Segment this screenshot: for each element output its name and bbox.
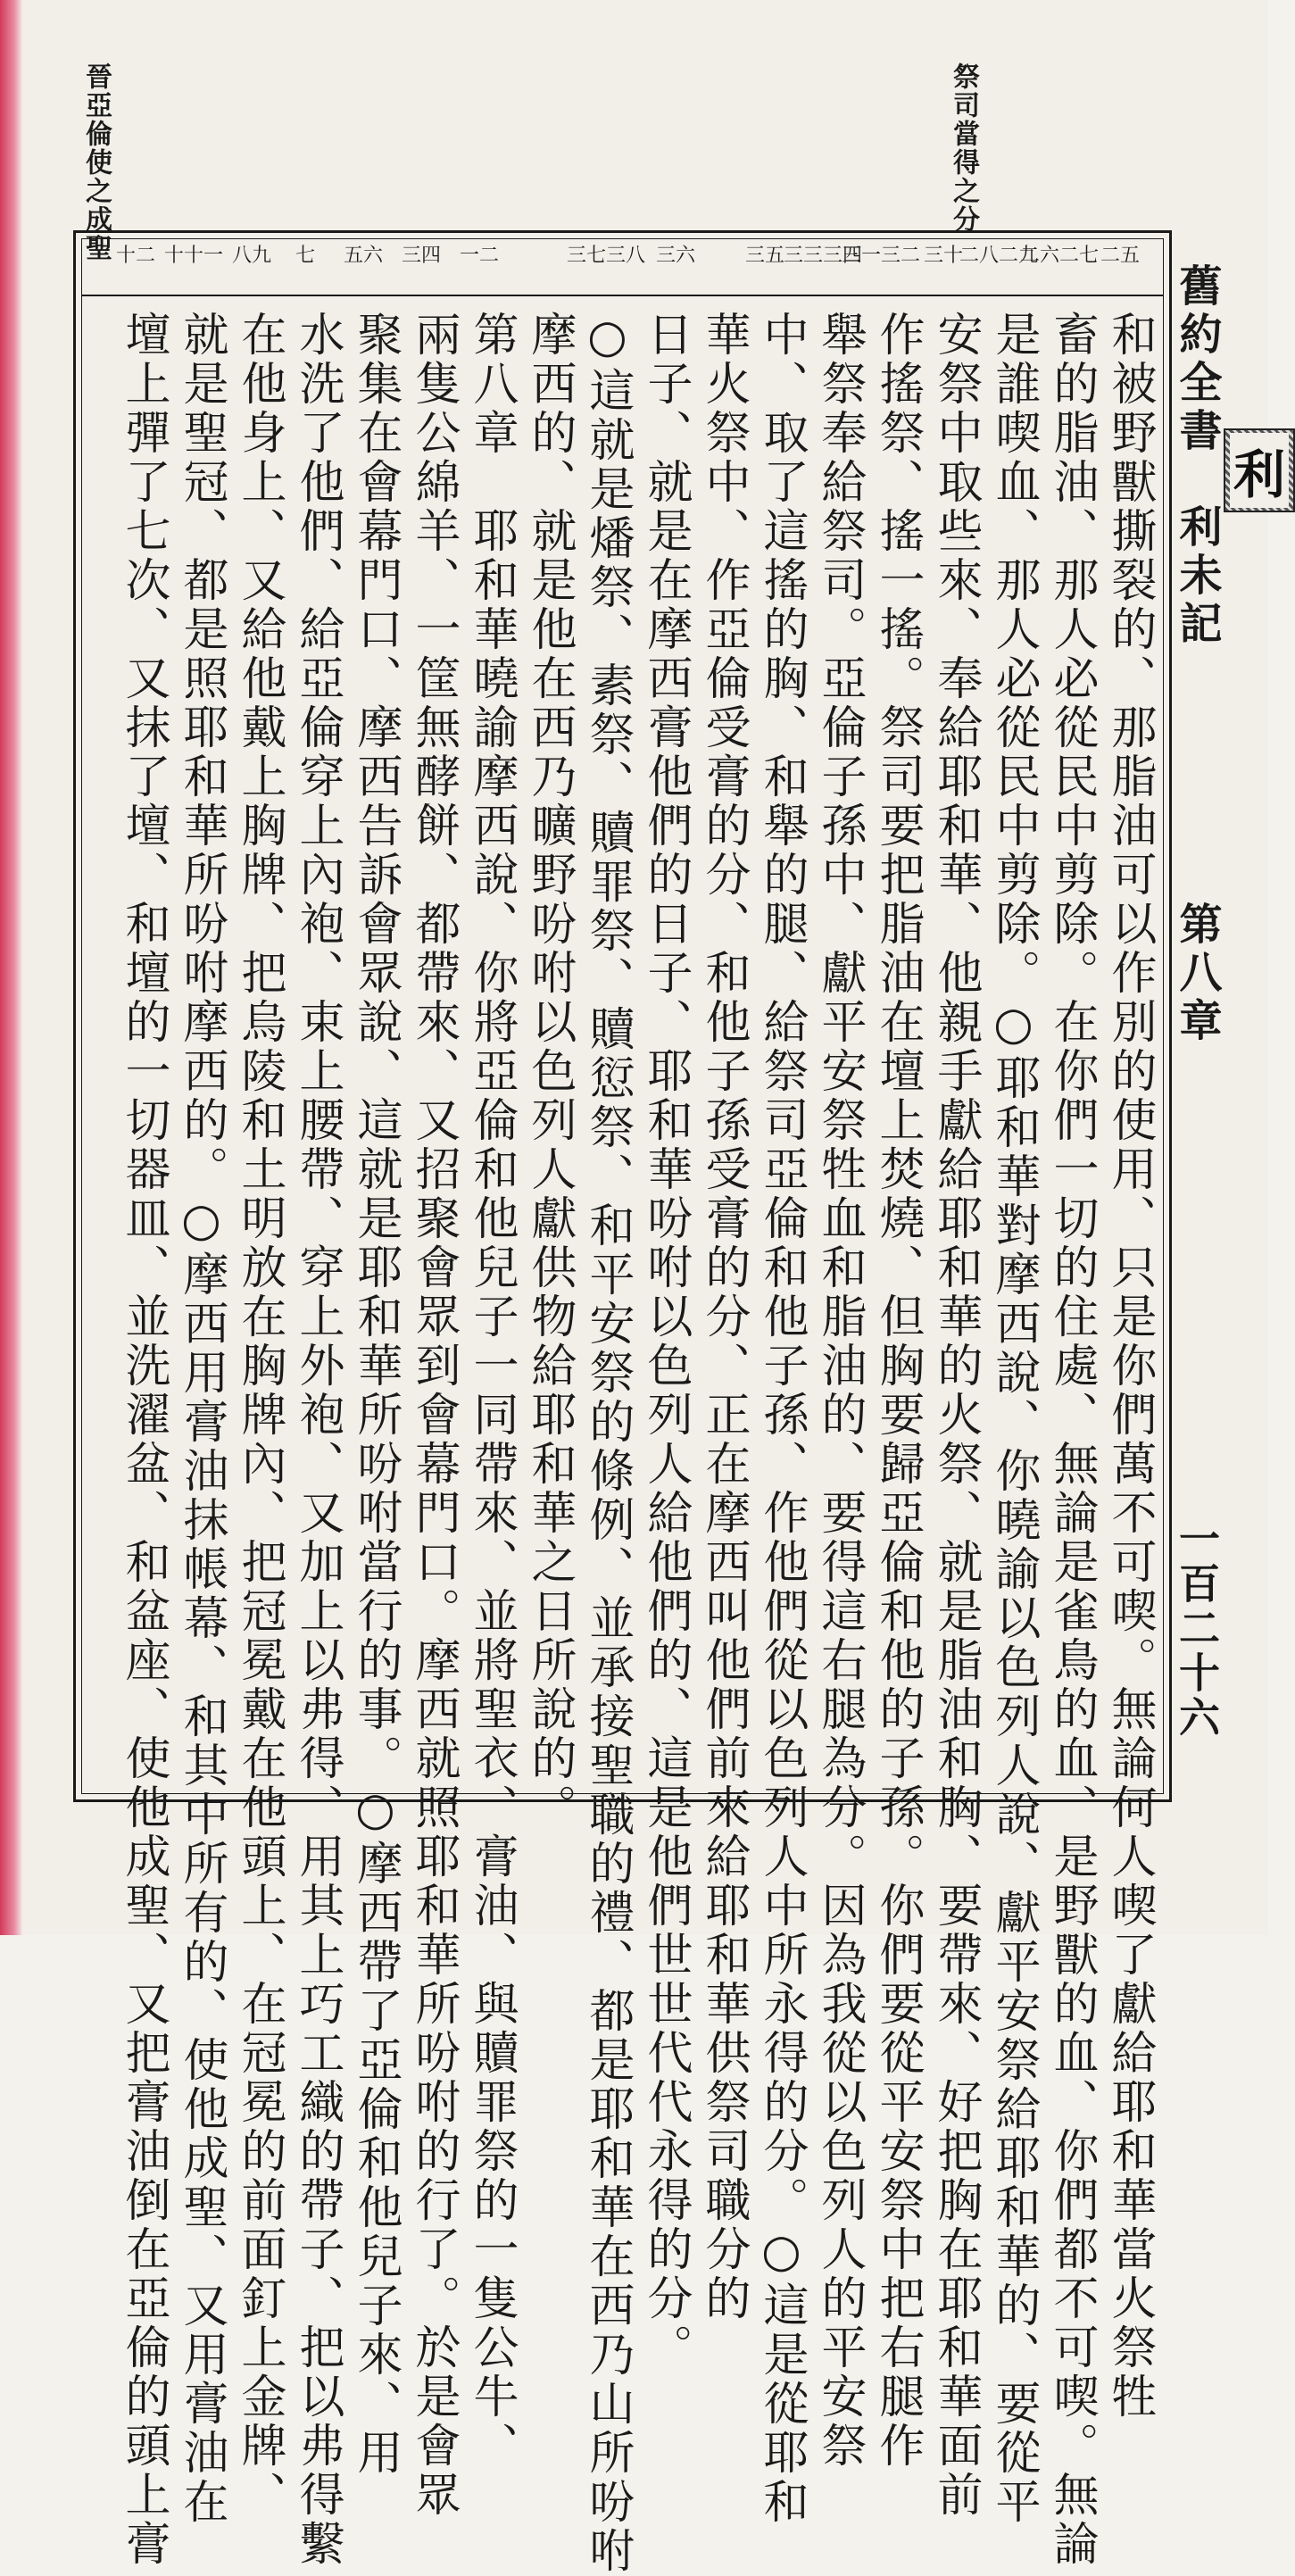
header-note-right: 祭司當得之分 (948, 62, 979, 234)
text-column: 聚集在會幕門口、摩西告訴會眾說、這就是耶和華所吩咐當行的事。○摩西帶了亞倫和他兒子來、用 (349, 311, 402, 2478)
book-page (23, 0, 1285, 2576)
book-spine-edge (0, 0, 23, 1935)
verse-number: 八九 (231, 245, 272, 267)
verse-number: 十二 (115, 245, 156, 267)
verse-number: 五六 (343, 245, 384, 267)
text-column: 兩隻公綿羊、一筐無酵餅、都帶來、又招聚會眾到會幕門口。摩西就照耶和華所吩咐的行了。於是會眾 (407, 311, 460, 2520)
running-head-book: 利未記 (1172, 504, 1222, 649)
verse-number: 一二 (459, 245, 500, 267)
text-column: 作搖祭、搖一搖。祭司要把脂油在壇上焚燒、但胸要歸亞倫和他的子孫。你們要從平安祭中把右腿作 (871, 311, 924, 2471)
text-column-chapter-start: 第八章 耶和華曉諭摩西說、你將亞倫和他兒子一同帶來、並將聖衣、膏油、與贖罪祭的一隻公牛、 (465, 311, 518, 2471)
verse-number: 二八二九 (959, 245, 1039, 267)
text-column: 是誰喫血、那人必從民中剪除。○耶和華對摩西說、你曉諭以色列人說、獻平安祭給耶和華的、要從平 (987, 311, 1040, 2527)
page-number: 一百二十六 (1173, 1517, 1221, 1741)
verse-number: 三一三二 (841, 245, 921, 267)
verse-number-strip (82, 239, 1163, 296)
verse-number: 二六二七 (1019, 245, 1100, 267)
header-note-left: 晉亞倫使之成聖 (80, 62, 112, 262)
running-head (1170, 263, 1224, 456)
verse-number: 三六 (655, 245, 696, 267)
text-frame-inner (81, 238, 1164, 2576)
verse-number: 三五 (744, 245, 785, 267)
text-column: 水洗了他們、給亞倫穿上內袍、束上腰帶、穿上外袍、又加上以弗得、用其上巧工織的帶子、把以弗得繫 (291, 311, 344, 2569)
text-column: 舉祭奉給祭司。亞倫子孫中、獻平安祭牲血和脂油的、要得這右腿為分。因為我從以色列人的平安祭 (813, 311, 866, 2471)
text-column: 就是聖冠、都是照耶和華所吩咐摩西的。○摩西用膏油抹帳幕、和其中所有的、使他成聖、又用膏油在 (175, 311, 228, 2527)
text-column: 在他身上、又給他戴上胸牌、把烏陵和土明放在胸牌內、把冠冕戴在他頭上、在冠冕的前面釘上金牌、 (233, 311, 286, 2520)
text-column: 中、取了這搖的胸、和舉的腿、給祭司亞倫和他子孫、作他們從以色列人中所永得的分。○這是從耶和 (755, 311, 808, 2527)
verse-number: 十十一 (163, 245, 224, 267)
text-column: 日子、就是在摩西膏他們的日子、耶和華吩咐以色列人給他們的、這是他們世世代代永得的分。 (639, 311, 692, 2372)
text-column: 畜的脂油、那人必從民中剪除。在你們一切的住處、無論是雀鳥的血、是野獸的血、你們都不可喫。無論 (1045, 311, 1098, 2569)
thumb-tab-label: 利 (1230, 433, 1289, 508)
text-column: 壇上彈了七次、又抹了壇、和壇的一切器皿、並洗濯盆、和盆座、使他成聖、又把膏油倒在亞倫的頭上膏 (117, 311, 170, 2569)
verse-number: 七 (295, 245, 316, 267)
running-head-title: 舊約全書 (1172, 263, 1222, 456)
verse-number: 三四 (401, 245, 442, 267)
book-thumb-tab (1224, 428, 1295, 512)
text-column: 華火祭中、作亞倫受膏的分、和他子孫受膏的分、正在摩西叫他們前來給耶和華供祭司職分的 (697, 311, 750, 2323)
text-column: ○這就是燔祭、素祭、贖罪祭、贖愆祭、和平安祭的條例、並承接聖職的禮、都是耶和華在西乃山所吩咐 (581, 311, 634, 2576)
text-column: 和被野獸撕裂的、那脂油可以作別的使用、只是你們萬不可喫。無論何人喫了獻給耶和華當火祭牲 (1103, 311, 1156, 2422)
text-column: 摩西的、就是他在西乃曠野吩咐以色列人獻供物給耶和華之日所說的。 (523, 311, 576, 1832)
verse-number: 三七三八 (566, 245, 646, 267)
verse-number: 二五 (1100, 245, 1141, 267)
text-column: 安祭中取些來、奉給耶和華、他親手獻給耶和華的火祭、就是脂油和胸、要帶來、好把胸在耶和華面前 (929, 311, 982, 2520)
running-head-chapter: 第八章 (1172, 902, 1222, 1046)
text-frame (73, 230, 1172, 2576)
verse-number: 三十 (923, 245, 964, 267)
verse-number: 三三三四 (783, 245, 863, 267)
